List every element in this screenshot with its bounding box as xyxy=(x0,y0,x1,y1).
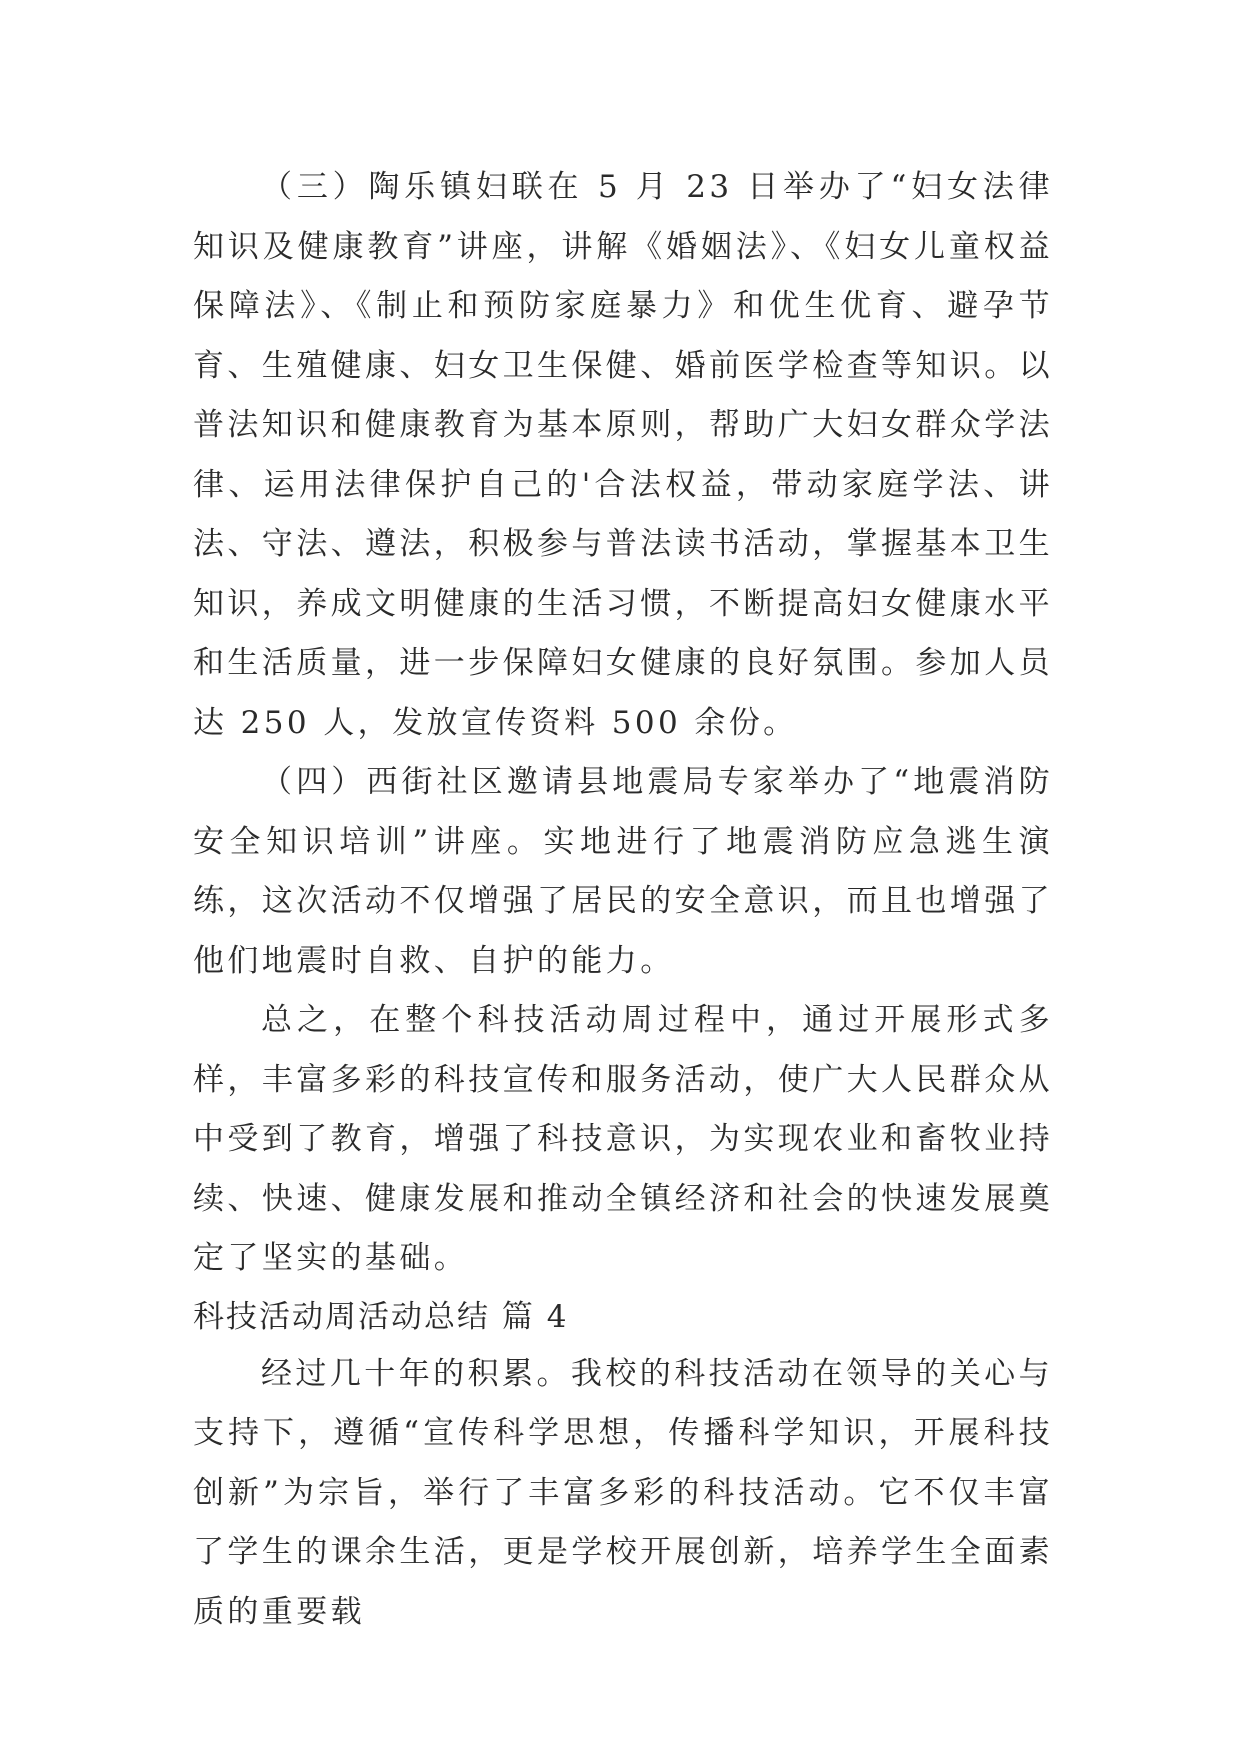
paragraph-school-activities: 经过几十年的积累。我校的科技活动在领导的关心与支持下，遵循“宣传科学思想，传播科学知识，开展科技创新”为宗旨，举行了丰富多彩的科技活动。它不仅丰富了学生的课余生活，更是学校开展创新，培养学生全面素质的重要载 xyxy=(193,1355,1053,1630)
paragraph-women-federation-lecture: （三）陶乐镇妇联在 5 月 23 日举办了“妇女法律知识及健康教育”讲座，讲解《婚姻法》、《妇女儿童权益保障法》、《制止和预防家庭暴力》和优生优育、避孕节育、生殖健康、妇女卫生保健、婚前医学检查等知识。以普法知识和健康教育为基本原则，帮助广大妇女群众学法律、运用法律保护自己的'合法权益，带动家庭学法、讲法、守法、遵法，积极参与普法读书活动，掌握基本卫生知识，养成文明健康的生活习惯，不断提高妇女健康水平和生活质量，进一步保障妇女健康的良好氛围。参加人员达 250 人，发放宣传资料 500 余份。 xyxy=(193,169,1053,741)
paragraph-summary: 总之，在整个科技活动周过程中，通过开展形式多样，丰富多彩的科技宣传和服务活动，使广大人民群众从中受到了教育，增强了科技意识，为实现农业和畜牧业持续、快速、健康发展和推动全镇经济和社会的快速发展奠定了坚实的基础。 xyxy=(193,1002,1053,1276)
document-body xyxy=(193,158,1053,1642)
section-heading: 科技活动周活动总结 篇 4 xyxy=(193,1298,569,1335)
paragraph-earthquake-training: （四）西街社区邀请县地震局专家举办了“地震消防安全知识培训”讲座。实地进行了地震消防应急逃生演练，这次活动不仅增强了居民的安全意识，而且也增强了他们地震时自救、自护的能力。 xyxy=(193,764,1053,979)
